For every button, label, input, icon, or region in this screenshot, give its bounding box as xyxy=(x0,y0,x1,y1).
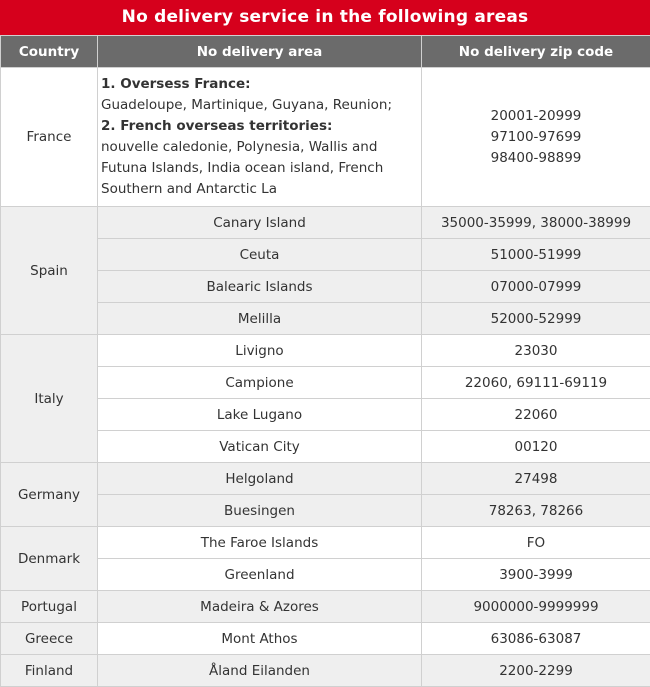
header-country: Country xyxy=(1,36,98,68)
area-cell: Åland Eilanden xyxy=(98,655,422,687)
area-cell: Livigno xyxy=(98,335,422,367)
zip-cell: 27498 xyxy=(422,463,650,495)
country-cell: Italy xyxy=(1,335,98,463)
country-cell: Germany xyxy=(1,463,98,527)
country-cell: Spain xyxy=(1,207,98,335)
country-cell: Finland xyxy=(1,655,98,687)
area-cell xyxy=(98,68,422,207)
table-row xyxy=(1,303,650,335)
zip-line: 97100-97699 xyxy=(424,127,648,148)
area-cell: Melilla xyxy=(98,303,422,335)
area-cell: Mont Athos xyxy=(98,623,422,655)
zip-line: 98400-98899 xyxy=(424,148,648,169)
area-cell: Balearic Islands xyxy=(98,271,422,303)
zip-cell: 3900-3999 xyxy=(422,559,650,591)
area-text-2b: Futuna Islands, India ocean island, French xyxy=(101,158,418,179)
table-row xyxy=(1,207,650,239)
country-cell: France xyxy=(1,68,98,207)
zip-cell xyxy=(422,68,650,207)
zip-cell: 07000-07999 xyxy=(422,271,650,303)
area-text-1: Guadeloupe, Martinique, Guyana, Reunion; xyxy=(101,95,418,116)
area-text-2c: Southern and Antarctic La xyxy=(101,179,418,200)
table-header-row xyxy=(1,36,650,68)
table-row xyxy=(1,335,650,367)
zip-cell: FO xyxy=(422,527,650,559)
header-zip: No delivery zip code xyxy=(422,36,650,68)
table-row xyxy=(1,399,650,431)
zip-cell: 51000-51999 xyxy=(422,239,650,271)
table-row xyxy=(1,655,650,687)
country-cell: Greece xyxy=(1,623,98,655)
area-cell: Vatican City xyxy=(98,431,422,463)
zip-cell: 9000000-9999999 xyxy=(422,591,650,623)
table-row-france xyxy=(1,68,650,207)
area-cell: Campione xyxy=(98,367,422,399)
table-row xyxy=(1,591,650,623)
zip-cell: 22060, 69111-69119 xyxy=(422,367,650,399)
table-row xyxy=(1,559,650,591)
area-heading-2: 2. French overseas territories: xyxy=(101,116,418,137)
area-cell: Canary Island xyxy=(98,207,422,239)
table-row xyxy=(1,239,650,271)
table-row xyxy=(1,623,650,655)
area-cell: Ceuta xyxy=(98,239,422,271)
zip-cell: 2200-2299 xyxy=(422,655,650,687)
table-row xyxy=(1,431,650,463)
area-cell: Madeira & Azores xyxy=(98,591,422,623)
table-row xyxy=(1,271,650,303)
zip-cell: 63086-63087 xyxy=(422,623,650,655)
area-cell: The Faroe Islands xyxy=(98,527,422,559)
no-delivery-table xyxy=(0,35,650,687)
table-row xyxy=(1,527,650,559)
area-cell: Helgoland xyxy=(98,463,422,495)
area-heading-1: 1. Oversess France: xyxy=(101,74,418,95)
country-cell: Portugal xyxy=(1,591,98,623)
table-row xyxy=(1,495,650,527)
zip-cell: 00120 xyxy=(422,431,650,463)
zip-cell: 35000-35999, 38000-38999 xyxy=(422,207,650,239)
area-text-2a: nouvelle caledonie, Polynesia, Wallis and xyxy=(101,137,418,158)
zip-line: 20001-20999 xyxy=(424,106,648,127)
zip-cell: 23030 xyxy=(422,335,650,367)
table-row xyxy=(1,367,650,399)
zip-cell: 22060 xyxy=(422,399,650,431)
area-cell: Greenland xyxy=(98,559,422,591)
area-cell: Buesingen xyxy=(98,495,422,527)
page-title: No delivery service in the following areas xyxy=(0,0,650,35)
header-area: No delivery area xyxy=(98,36,422,68)
area-cell: Lake Lugano xyxy=(98,399,422,431)
zip-cell: 78263, 78266 xyxy=(422,495,650,527)
zip-cell: 52000-52999 xyxy=(422,303,650,335)
country-cell: Denmark xyxy=(1,527,98,591)
table-row xyxy=(1,463,650,495)
